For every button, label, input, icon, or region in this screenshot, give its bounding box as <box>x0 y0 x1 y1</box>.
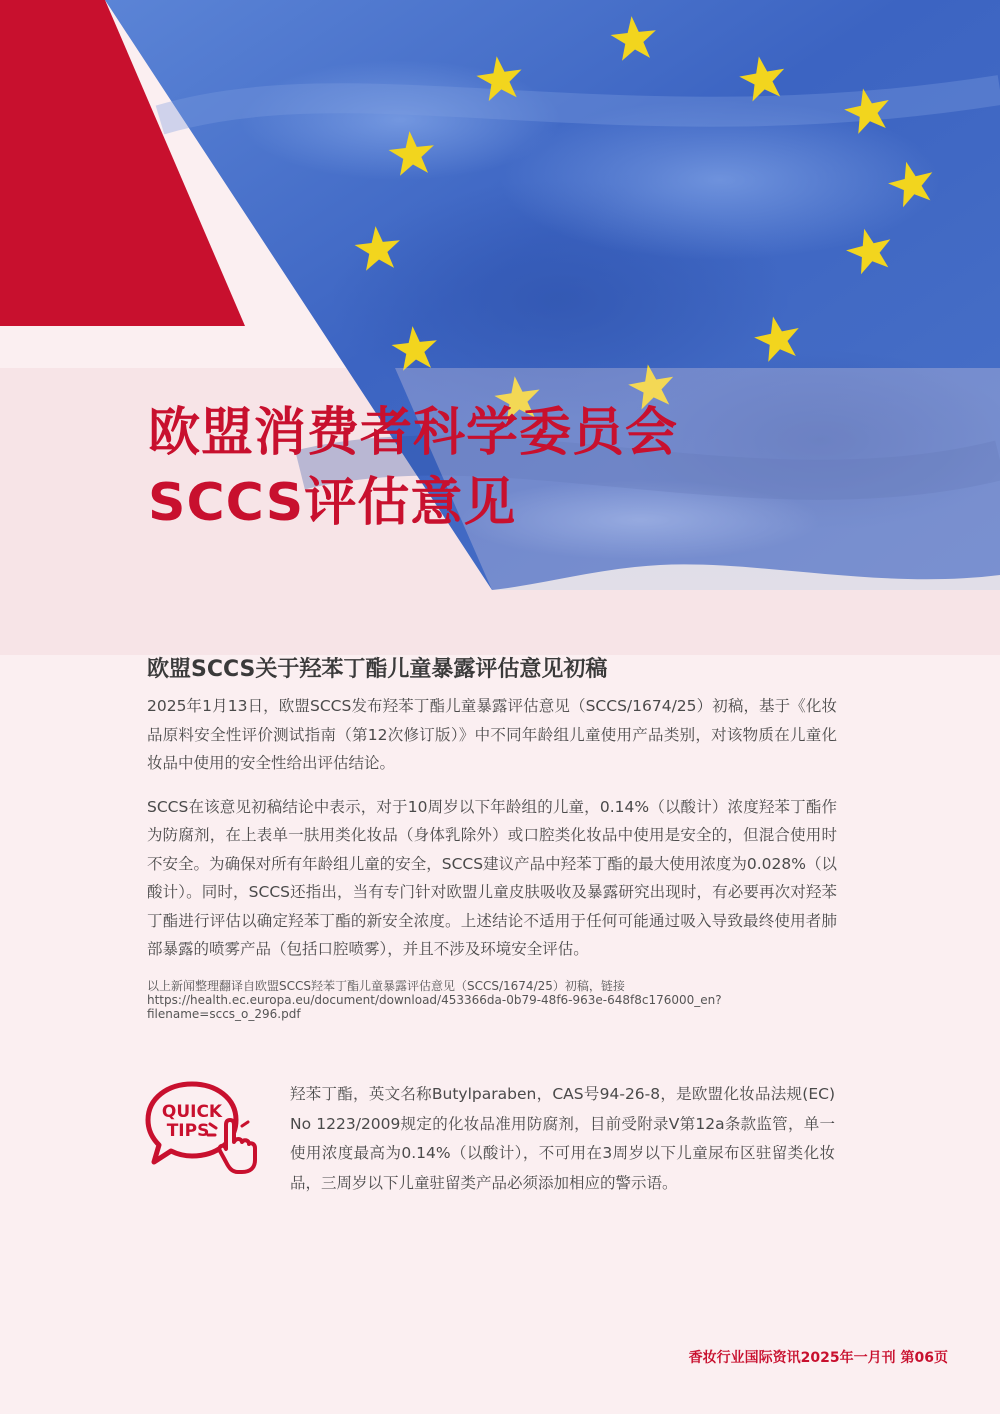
badge-quick-text: QUICK <box>161 1102 223 1122</box>
article-heading: 欧盟SCCS关于羟苯丁酯儿童暴露评估意见初稿 <box>147 657 608 682</box>
title-line-2: SCCS评估意见 <box>148 473 517 533</box>
hero-banner <box>0 0 1000 655</box>
source-link-continued[interactable]: filename=sccs_o_296.pdf <box>147 1006 301 1021</box>
quick-tips-icon <box>144 1078 264 1174</box>
article-paragraph-1: 2025年1月13日，欧盟SCCS发布羟苯丁酯儿童暴露评估意见（SCCS/1674/25）初稿，基于《化妆品原料安全性评价测试指南（第12次修订版）》中不同年龄组儿童使用产品类别，对该物质在儿童化妆品中使用的安全性给出评估结论。 <box>147 697 837 772</box>
badge-tips-text: TIPS <box>166 1121 210 1141</box>
pointing-hand-icon <box>208 1120 255 1172</box>
source-link[interactable]: https://health.ec.europa.eu/document/download/453366da-0b79-48f6-963e-648f8c176000_en? <box>147 992 722 1007</box>
eu-flag-illustration <box>0 0 1000 655</box>
source-note-line: 以上新闻整理翻译自欧盟SCCS羟苯丁酯儿童暴露评估意见（SCCS/1674/25）初稿，链接 <box>147 978 625 993</box>
quick-tips-text: 羟苯丁酯，英文名称Butylparaben，CAS号94-26-8，是欧盟化妆品法规(EC) No 1223/2009规定的化妆品准用防腐剂，目前受附录V第12a条款监管，单一使用浓度最高为0.14%（以酸计），不可用在3周岁以下儿童尿布区驻留类化妆品，三周岁以下儿童驻留类产品必须添加相应的警示语。 <box>290 1085 835 1192</box>
page-title <box>148 398 678 538</box>
article-paragraph-2: SCCS在该意见初稿结论中表示，对于10周岁以下年龄组的儿童，0.14%（以酸计）浓度羟苯丁酯作为防腐剂，在上表单一肤用类化妆品（身体乳除外）或口腔类化妆品中使用是安全的，但混合使用时不安全。为确保对所有年龄组儿童的安全，SCCS建议产品中羟苯丁酯的最大使用浓度为0.028%（以酸计）。同时，SCCS还指出，当有专门针对欧盟儿童皮肤吸收及暴露研究出现时，有必要再次对羟苯丁酯进行评估以确定羟苯丁酯的新安全浓度。上述结论不适用于任何可能通过吸入导致最终使用者肺部暴露的喷雾产品（包括口腔喷雾），并且不涉及环境安全评估。 <box>147 797 837 958</box>
source-note <box>147 979 837 1021</box>
page-footer: 香妆行业国际资讯2025年一月刊 第06页 <box>688 1350 948 1366</box>
title-line-1: 欧盟消费者科学委员会 <box>148 403 679 463</box>
quick-tips-badge <box>144 1078 264 1174</box>
news-article <box>147 654 837 1021</box>
